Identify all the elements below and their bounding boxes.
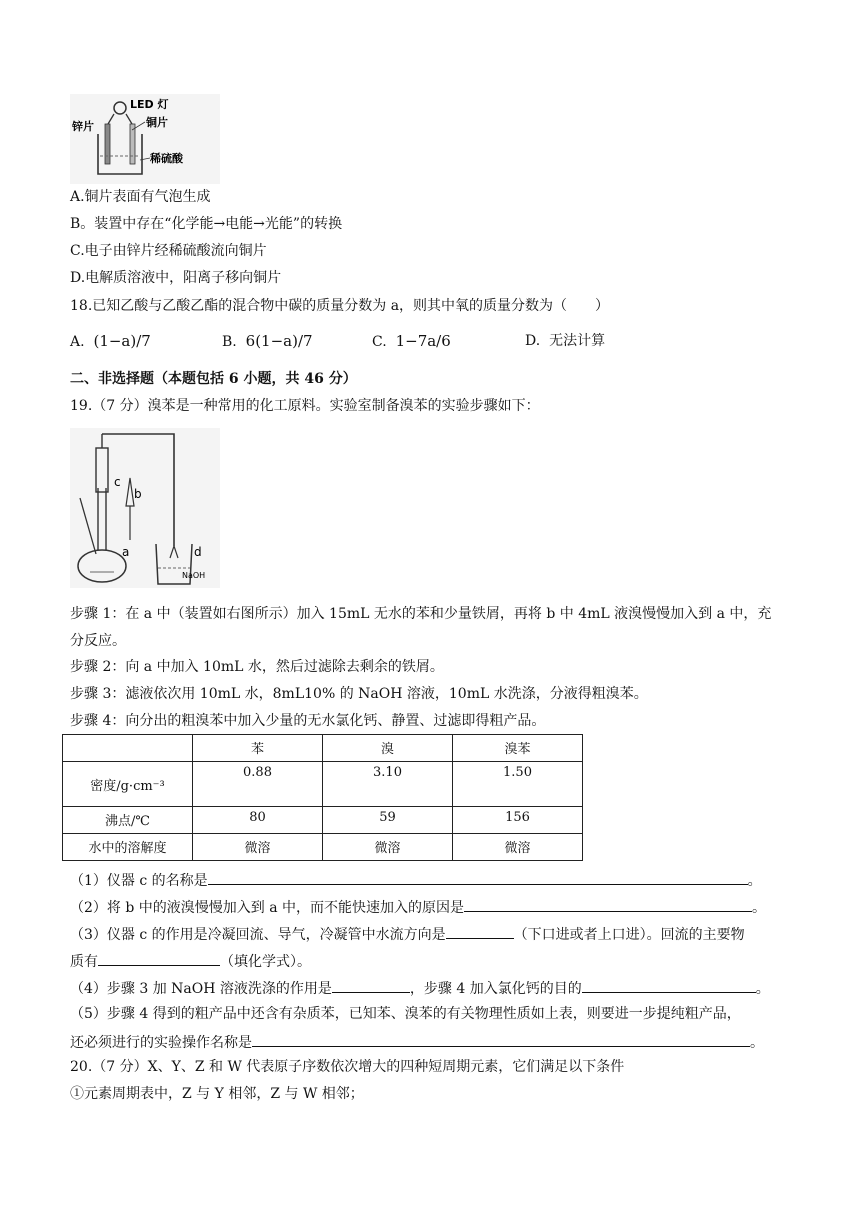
table-cell: 3.10 [323,762,453,807]
acid-label: 稀硫酸 [150,152,183,165]
q18-option-c [372,331,451,352]
table-cell: 156 [453,807,583,834]
led-label: LED 灯 [130,98,169,111]
galvanic-cell-diagram [70,94,220,184]
q18-option-b [222,331,313,352]
table-row [63,762,583,807]
table-cell: 59 [323,807,453,834]
table-header-cell: 溴 [323,735,453,762]
q18-option-d [525,331,605,351]
q19-sub-5-text-b: 还必须进行的实验操作名称是 [70,1035,252,1051]
label-c: c [114,475,121,489]
q19-step-3: 步骤 3：滤液依次用 10mL 水，8mL10% 的 NaOH 溶液，10mL 水洗涤，分液得粗溴苯。 [70,686,648,702]
q18-option-c-expr: 1−7a/6 [395,332,451,350]
answer-blank [582,977,756,993]
q19-sub-1 [70,869,762,891]
table-cell: 80 [193,807,323,834]
q19-sub-4 [70,977,770,999]
copper-label: 铜片 [146,116,168,129]
label-a: a [122,545,130,559]
answer-blank [208,869,748,885]
q20-stem: 20.（7 分）X、Y、Z 和 W 代表原子序数依次增大的四种短周期元素，它们满足以下条件 [70,1059,625,1075]
table-cell: 沸点/℃ [63,807,193,834]
table-row [63,834,583,861]
q18-option-a-label: A. [70,334,85,350]
answer-blank [252,1031,750,1047]
q19-step-1-cont: 分反应。 [70,633,126,649]
table-header-cell: 苯 [193,735,323,762]
table-cell: 密度/g·cm⁻³ [63,762,193,807]
q19-sub-1-text: （1）仪器 c 的名称是 [70,873,208,889]
q19-sub-3-text-b: （下口进或者上口进）。回流的主要物 [513,927,745,943]
table-cell: 微溶 [453,834,583,861]
q18-stem: 18.已知乙酸与乙酸乙酯的混合物中碳的质量分数为 a，则其中氧的质量分数为（ ） [70,298,610,314]
label-b: b [134,487,142,501]
q17-option-a: A.铜片表面有气泡生成 [70,189,211,205]
zinc-label: 锌片 [72,120,94,133]
q19-sub-5-cont [70,1031,764,1053]
q19-sub-3 [70,923,745,945]
q19-sub-4-text: （4）步骤 3 加 NaOH 溶液洗涤的作用是 [70,981,332,997]
table-cell: 1.50 [453,762,583,807]
answer-blank [446,923,514,939]
label-d: d [194,545,202,559]
q19-sub-3-text-d: （填化学式）。 [220,954,311,970]
q19-sub-4-end: 。 [755,981,770,997]
table-cell: 微溶 [193,834,323,861]
q19-sub-3-cont [70,950,311,972]
q18-option-b-expr: 6(1−a)/7 [245,332,313,350]
q20-condition-1: ①元素周期表中，Z 与 Y 相邻，Z 与 W 相邻； [70,1086,364,1102]
q17-option-b: B。装置中存在“化学能→电能→光能”的转换 [70,216,343,232]
apparatus-diagram [70,428,220,588]
q18-option-a-expr: (1−a)/7 [93,332,151,350]
properties-table [62,734,583,861]
answer-blank [464,896,752,912]
q19-sub-2-text: （2）将 b 中的液溴慢慢加入到 a 中，而不能快速加入的原因是 [70,900,465,916]
section-heading: 二、非选择题（本题包括 6 小题，共 46 分） [70,371,357,387]
table-cell: 微溶 [323,834,453,861]
table-header-row [63,735,583,762]
q19-sub-5-end: 。 [750,1035,764,1051]
q18-option-d-expr: 无法计算 [549,333,606,349]
label-naoh: NaOH [182,571,206,580]
q19-stem: 19.（7 分）溴苯是一种常用的化工原料。实验室制备溴苯的实验步骤如下： [70,398,540,414]
q18-option-d-label: D. [525,333,541,349]
q19-sub-4-text-b: ，步骤 4 加入氯化钙的目的 [409,981,582,997]
galvanic-cell-figure [70,94,220,184]
table-cell: 0.88 [193,762,323,807]
q18-option-c-label: C. [372,334,387,350]
q19-step-2: 步骤 2：向 a 中加入 10mL 水，然后过滤除去剩余的铁屑。 [70,659,444,675]
table-header-cell [63,735,193,762]
q19-step-1: 步骤 1：在 a 中（装置如右图所示）加入 15mL 无水的苯和少量铁屑，再将 b 中 4mL 液溴慢慢加入到 a 中，充 [70,606,772,622]
table-cell: 水中的溶解度 [63,834,193,861]
q19-sub-3-text: （3）仪器 c 的作用是冷凝回流、导气，冷凝管中水流方向是 [70,927,446,943]
q17-option-c: C.电子由锌片经稀硫酸流向铜片 [70,243,267,259]
q19-sub-2 [70,896,766,918]
bromobenzene-apparatus-figure [70,428,220,588]
q19-sub-1-end: 。 [747,873,762,889]
table-row [63,807,583,834]
q17-option-d: D.电解质溶液中，阳离子移向铜片 [70,270,282,286]
q18-option-b-label: B. [222,334,237,350]
q18-option-a [70,331,151,352]
table-header-cell: 溴苯 [453,735,583,762]
q19-sub-2-end: 。 [752,900,767,916]
q19-sub-5: （5）步骤 4 得到的粗产品中还含有杂质苯，已知苯、溴苯的有关物理性质如上表，则要进一步提纯粗产品， [70,1006,741,1022]
answer-blank [332,977,410,993]
q19-sub-3-text-c: 质有 [70,954,98,970]
answer-blank [98,950,220,966]
q19-step-4: 步骤 4：向分出的粗溴苯中加入少量的无水氯化钙、静置、过滤即得粗产品。 [70,713,546,729]
